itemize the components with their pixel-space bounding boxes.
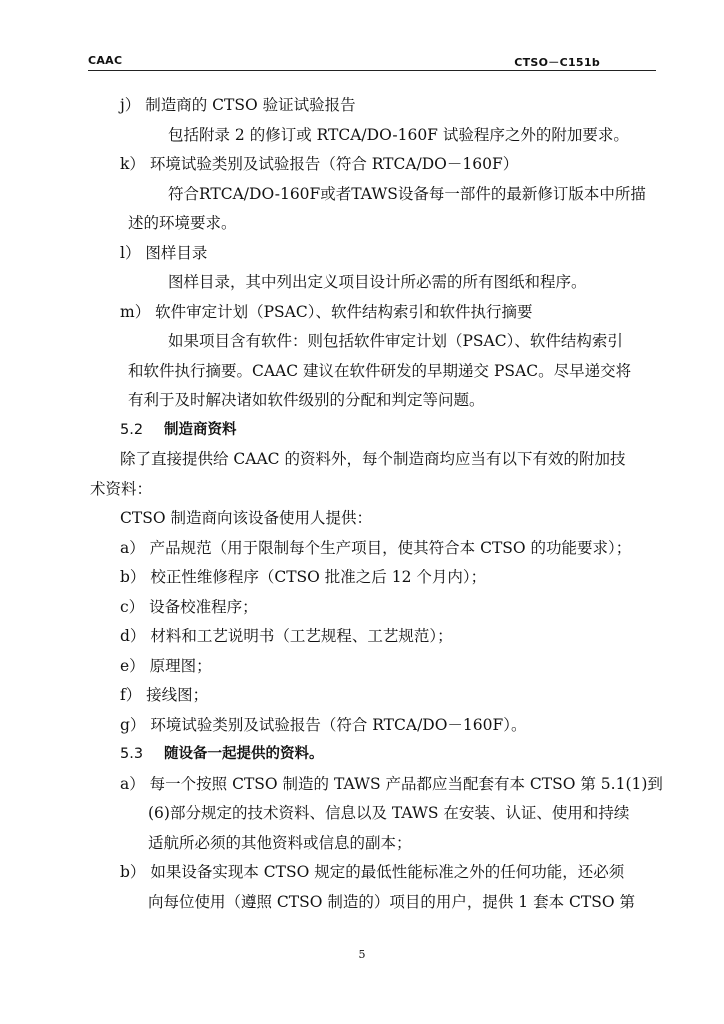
paragraph: 除了直接提供给 CAAC 的资料外，每个制造商均应当有以下有效的附加技 bbox=[120, 450, 626, 468]
page-number: 5 bbox=[358, 948, 366, 961]
paragraph: 如果项目含有软件：则包括软件审定计划（PSAC）、软件结构索引 bbox=[168, 332, 623, 350]
list-item-g: g） 环境试验类别及试验报告（符合 RTCA/DO－160F）。 bbox=[120, 715, 527, 734]
paragraph: CTSO 制造商向该设备使用人提供： bbox=[120, 509, 372, 527]
list-item-c: c） 设备校准程序； bbox=[120, 597, 258, 616]
list-item-b: b） 如果设备实现本 CTSO 规定的最低性能标准之外的任何功能，还必须 bbox=[120, 863, 625, 881]
section-title: 随设备一起提供的资料。 bbox=[164, 746, 324, 762]
paragraph-continuation: 有利于及时解决诸如软件级别的分配和判定等问题。 bbox=[128, 391, 485, 409]
section-title: 制造商资料 bbox=[164, 421, 237, 438]
list-item-b: b） 校正性维修程序（CTSO 批准之后 12 个月内）； bbox=[120, 568, 487, 586]
header-org: CAAC bbox=[88, 54, 123, 67]
list-item-continuation: 向每位使用（遵照 CTSO 制造的）项目的用户，提供 1 套本 CTSO 第 bbox=[148, 892, 635, 911]
paragraph: 图样目录，其中列出定义项目设计所必需的所有图纸和程序。 bbox=[168, 273, 587, 291]
list-item-a: a） 产品规范（用于限制每个生产项目，使其符合本 CTSO 的功能要求）； bbox=[120, 538, 632, 557]
list-item-d: d） 材料和工艺说明书（工艺规程、工艺规范）； bbox=[120, 627, 453, 645]
document-body bbox=[90, 91, 663, 917]
section-heading-5-2 bbox=[120, 416, 660, 446]
paragraph: 符合RTCA/DO-160F或者TAWS设备每一部件的最新修订版本中所描 bbox=[168, 184, 646, 203]
section-number: 5.2 bbox=[120, 421, 144, 438]
list-item-k: k） 环境试验类别及试验报告（符合 RTCA/DO－160F） bbox=[120, 155, 519, 173]
paragraph-continuation: 术资料： bbox=[90, 479, 153, 498]
list-item-continuation: 适航所必须的其他资料或信息的副本； bbox=[148, 833, 412, 852]
paragraph-continuation: 述的环境要求。 bbox=[128, 214, 237, 232]
list-item-m: m） 软件审定计划（PSAC）、软件结构索引和软件执行摘要 bbox=[120, 302, 533, 321]
paragraph-continuation: 和软件执行摘要。CAAC 建议在软件研发的早期递交 PSAC。尽早递交将 bbox=[128, 361, 632, 380]
section-heading-5-3 bbox=[120, 740, 660, 770]
list-item-l: l） 图样目录 bbox=[120, 243, 208, 262]
paragraph: 包括附录 2 的修订或 RTCA/DO-160F 试验程序之外的附加要求。 bbox=[168, 125, 629, 144]
list-item-j: j） 制造商的 CTSO 验证试验报告 bbox=[120, 96, 356, 114]
list-item-a: a） 每一个按照 CTSO 制造的 TAWS 产品都应当配套有本 CTSO 第 5.1(1)到 bbox=[120, 774, 663, 793]
list-item-f: f） 接线图； bbox=[120, 686, 209, 704]
page-header bbox=[88, 50, 656, 71]
list-item-continuation: (6)部分规定的技术资料、信息以及 TAWS 在安装、认证、使用和持续 bbox=[148, 804, 630, 822]
section-number: 5.3 bbox=[120, 746, 144, 762]
list-item-e: e） 原理图； bbox=[120, 656, 212, 675]
header-doc-id: CTSO－C151b bbox=[514, 56, 600, 69]
